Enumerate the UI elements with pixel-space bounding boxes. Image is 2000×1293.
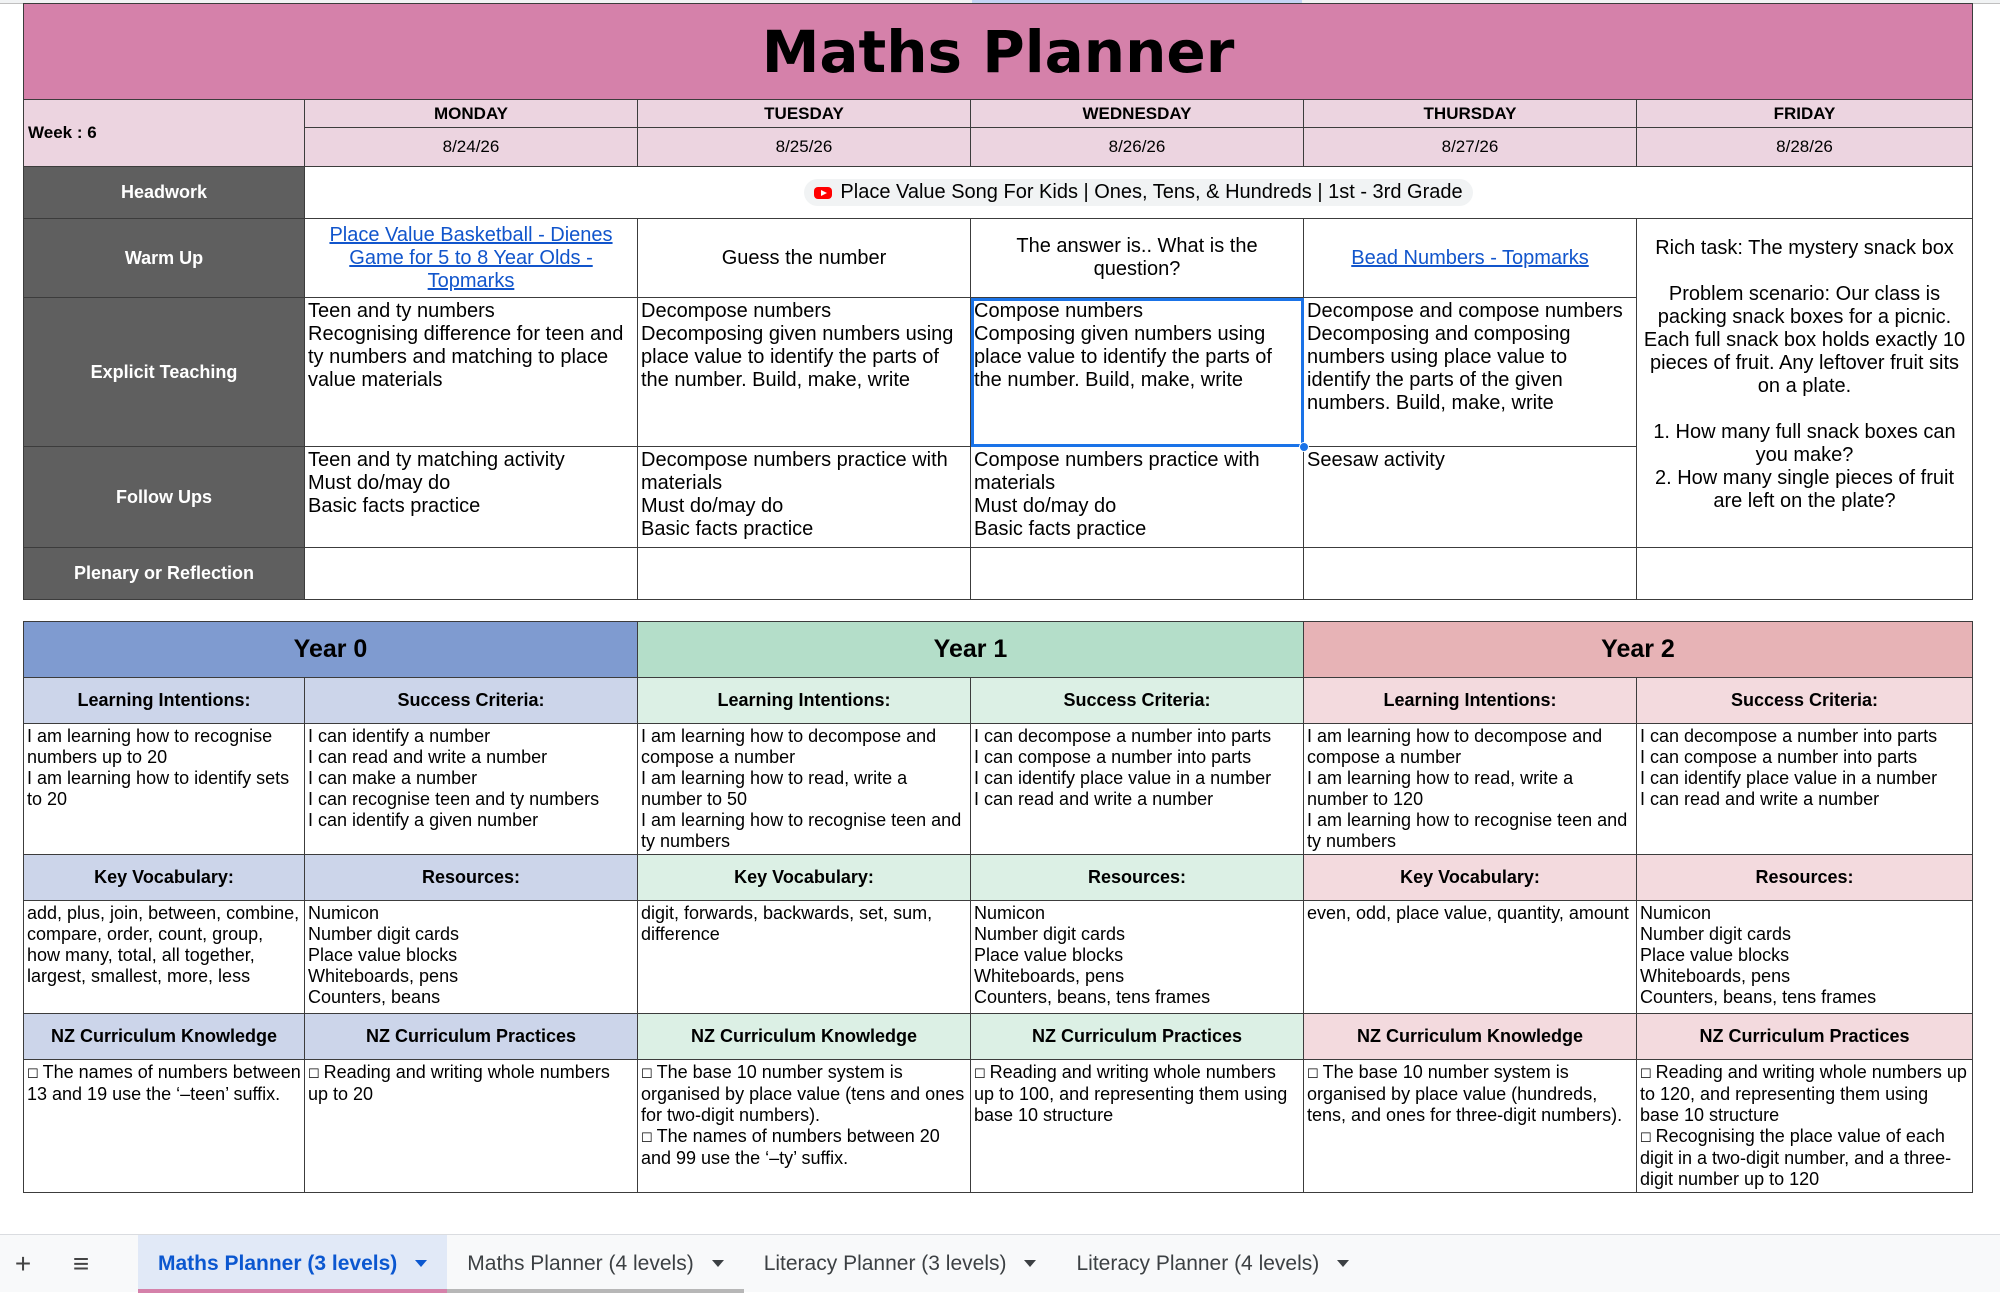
res-line: Whiteboards, pens bbox=[974, 966, 1125, 986]
res-line: Counters, beans bbox=[308, 987, 441, 1007]
li-line: I am learning how to recognise numbers up to 20 bbox=[27, 726, 273, 767]
follow-tuesday-line: Must do/may do bbox=[641, 495, 784, 517]
year-1-header[interactable]: Year 1 bbox=[638, 622, 1304, 678]
selection-fill-handle[interactable] bbox=[1299, 442, 1309, 452]
year-0-key-vocabulary[interactable]: add, plus, join, between, combine, compare, order, count, group, how many, total, all together, largest, smallest, more, less bbox=[24, 901, 305, 1014]
hamburger-menu-icon: ≡ bbox=[72, 1247, 90, 1279]
warm-up-monday-link[interactable]: Place Value Basketball - Dienes Game for 5 to 8 Year Olds - Topmarks bbox=[329, 223, 613, 292]
year-2-li-label[interactable]: Learning Intentions: bbox=[1304, 678, 1637, 724]
tab-label: Literacy Planner (3 levels) bbox=[763, 1251, 1007, 1275]
day-header-friday[interactable]: FRIDAY bbox=[1637, 100, 1973, 128]
year-1-nzp-label[interactable]: NZ Curriculum Practices bbox=[971, 1014, 1304, 1060]
day-header-wednesday[interactable]: WEDNESDAY bbox=[971, 100, 1304, 128]
year-0-res-label[interactable]: Resources: bbox=[305, 855, 638, 901]
follow-tuesday-line: Decompose numbers practice with materials bbox=[641, 449, 948, 494]
li-line: I am learning how to decompose and compose a number bbox=[641, 726, 937, 767]
friday-task-q1: 1. How many full snack boxes can you make? bbox=[1653, 421, 1956, 466]
explicit-thursday-line: Decompose and compose numbers bbox=[1307, 300, 1623, 322]
year-1-resources[interactable] bbox=[971, 901, 1304, 1014]
year-1-sc-label[interactable]: Success Criteria: bbox=[971, 678, 1304, 724]
checkbox-icon: ☐ bbox=[974, 1066, 986, 1081]
row-label-warm-up[interactable]: Warm Up bbox=[24, 219, 305, 298]
explicit-wednesday-line: Composing given numbers using place value to identify the parts of the number. Build, make, write bbox=[974, 323, 1272, 391]
year-0-learning-intentions[interactable] bbox=[24, 724, 305, 855]
warm-up-thursday[interactable] bbox=[1304, 219, 1637, 298]
res-line: Numicon bbox=[1640, 903, 1712, 923]
sc-line: I can identify place value in a number bbox=[974, 768, 1272, 788]
year-2-resources[interactable] bbox=[1637, 901, 1973, 1014]
li-line: I am learning how to read, write a number to 50 bbox=[641, 768, 908, 809]
youtube-link-chip[interactable] bbox=[804, 179, 1472, 206]
year-0-li-label[interactable]: Learning Intentions: bbox=[24, 678, 305, 724]
checkbox-icon: ☐ bbox=[1640, 1130, 1652, 1145]
year-2-sc-label[interactable]: Success Criteria: bbox=[1637, 678, 1973, 724]
friday-task-title: Rich task: The mystery snack box bbox=[1655, 237, 1954, 259]
year-0-header[interactable]: Year 0 bbox=[24, 622, 638, 678]
plus-icon: + bbox=[14, 1247, 32, 1279]
all-sheets-button[interactable] bbox=[58, 1241, 104, 1287]
res-line: Place value blocks bbox=[974, 945, 1124, 965]
year-1-success-criteria[interactable] bbox=[971, 724, 1304, 855]
sc-line: I can read and write a number bbox=[1640, 789, 1880, 809]
explicit-thursday[interactable] bbox=[1304, 298, 1637, 447]
explicit-tuesday-line: Decompose numbers bbox=[641, 300, 832, 322]
res-line: Whiteboards, pens bbox=[308, 966, 459, 986]
res-line: Number digit cards bbox=[974, 924, 1126, 944]
nzp-line: ☐ Reading and writing whole numbers up to 20 bbox=[308, 1062, 610, 1104]
nzk-line: ☐ The base 10 number system is organised by place value (tens and ones for two-digit numbers). bbox=[641, 1062, 965, 1125]
tab-literacy-planner-3-levels[interactable] bbox=[744, 1235, 1057, 1293]
date-wednesday[interactable]: 8/26/26 bbox=[971, 128, 1304, 167]
plenary-wednesday[interactable] bbox=[971, 548, 1304, 600]
week-label[interactable]: Week : 6 bbox=[24, 100, 305, 167]
tab-label: Literacy Planner (4 levels) bbox=[1076, 1251, 1320, 1275]
date-thursday[interactable]: 8/27/26 bbox=[1304, 128, 1637, 167]
explicit-tuesday-line: Decomposing given numbers using place value to identify the parts of the number. Build, make, write bbox=[641, 323, 954, 391]
explicit-wednesday[interactable] bbox=[971, 298, 1304, 447]
year-1-res-label[interactable]: Resources: bbox=[971, 855, 1304, 901]
year-0-nzp-label[interactable]: NZ Curriculum Practices bbox=[305, 1014, 638, 1060]
sc-line: I can compose a number into parts bbox=[1640, 747, 1918, 767]
explicit-wednesday-line: Compose numbers bbox=[974, 300, 1143, 322]
res-line: Place value blocks bbox=[308, 945, 458, 965]
sc-line: I can make a number bbox=[308, 768, 478, 788]
year-levels-table bbox=[23, 621, 1973, 1193]
explicit-monday-line: Recognising difference for teen and ty numbers and matching to place value materials bbox=[308, 323, 624, 391]
follow-wednesday-line: Compose numbers practice with materials bbox=[974, 449, 1260, 494]
year-0-nzk-label[interactable]: NZ Curriculum Knowledge bbox=[24, 1014, 305, 1060]
day-header-tuesday[interactable]: TUESDAY bbox=[638, 100, 971, 128]
year-0-sc-label[interactable]: Success Criteria: bbox=[305, 678, 638, 724]
follow-wednesday-line: Must do/may do bbox=[974, 495, 1117, 517]
li-line: I am learning how to recognise teen and ty numbers bbox=[641, 810, 962, 851]
year-1-li-label[interactable]: Learning Intentions: bbox=[638, 678, 971, 724]
year-2-nzp-label[interactable]: NZ Curriculum Practices bbox=[1637, 1014, 1973, 1060]
warm-up-tuesday[interactable]: Guess the number bbox=[638, 219, 971, 298]
year-0-nz-practices[interactable] bbox=[305, 1060, 638, 1193]
year-2-key-vocabulary[interactable]: even, odd, place value, quantity, amount bbox=[1304, 901, 1637, 1014]
year-2-success-criteria[interactable] bbox=[1637, 724, 1973, 855]
year-0-success-criteria[interactable] bbox=[305, 724, 638, 855]
explicit-thursday-line: Decomposing and composing numbers using place value to identify the parts of the given numbers. Build, make, write bbox=[1307, 323, 1571, 414]
weekly-planner-table bbox=[23, 3, 1973, 600]
chevron-down-icon[interactable] bbox=[712, 1260, 724, 1267]
friday-rich-task[interactable] bbox=[1637, 219, 1973, 548]
warm-up-monday[interactable] bbox=[305, 219, 638, 298]
day-header-thursday[interactable]: THURSDAY bbox=[1304, 100, 1637, 128]
youtube-icon bbox=[814, 187, 832, 199]
plenary-friday[interactable] bbox=[1637, 548, 1973, 600]
year-2-nz-practices[interactable] bbox=[1637, 1060, 1973, 1193]
follow-monday-line: Must do/may do bbox=[308, 472, 451, 494]
sc-line: I can read and write a number bbox=[974, 789, 1214, 809]
res-line: Counters, beans, tens frames bbox=[1640, 987, 1877, 1007]
day-header-monday[interactable]: MONDAY bbox=[305, 100, 638, 128]
chevron-down-icon[interactable] bbox=[415, 1260, 427, 1267]
warm-up-wednesday[interactable]: The answer is.. What is the question? bbox=[971, 219, 1304, 298]
warm-up-thursday-link[interactable]: Bead Numbers - Topmarks bbox=[1351, 246, 1589, 269]
checkbox-icon: ☐ bbox=[1640, 1066, 1652, 1081]
youtube-link-title: Place Value Song For Kids | Ones, Tens, & Hundreds | 1st - 3rd Grade bbox=[840, 181, 1463, 203]
sc-line: I can compose a number into parts bbox=[974, 747, 1252, 767]
headwork-cell[interactable] bbox=[305, 167, 1973, 219]
row-label-plenary[interactable]: Plenary or Reflection bbox=[24, 548, 305, 600]
checkbox-icon: ☐ bbox=[1307, 1066, 1319, 1081]
sc-line: I can identify a number bbox=[308, 726, 491, 746]
tab-literacy-planner-4-levels[interactable] bbox=[1056, 1235, 1369, 1293]
sc-line: I can decompose a number into parts bbox=[1640, 726, 1938, 746]
sc-line: I can recognise teen and ty numbers bbox=[308, 789, 600, 809]
plenary-tuesday[interactable] bbox=[638, 548, 971, 600]
year-1-kv-label[interactable]: Key Vocabulary: bbox=[638, 855, 971, 901]
year-0-resources[interactable] bbox=[305, 901, 638, 1014]
tab-label: Maths Planner (4 levels) bbox=[467, 1251, 694, 1275]
year-1-nz-practices[interactable] bbox=[971, 1060, 1304, 1193]
explicit-monday[interactable] bbox=[305, 298, 638, 447]
follow-tuesday[interactable] bbox=[638, 447, 971, 548]
follow-tuesday-line: Basic facts practice bbox=[641, 518, 814, 540]
checkbox-icon: ☐ bbox=[27, 1066, 39, 1081]
follow-monday[interactable] bbox=[305, 447, 638, 548]
res-line: Number digit cards bbox=[308, 924, 460, 944]
follow-thursday[interactable] bbox=[1304, 447, 1637, 548]
chevron-down-icon[interactable] bbox=[1024, 1260, 1036, 1267]
nzp-line: ☐ Reading and writing whole numbers up to 120, and representing them using base 10 structure bbox=[1640, 1062, 1967, 1125]
year-1-nz-knowledge[interactable] bbox=[638, 1060, 971, 1193]
checkbox-icon: ☐ bbox=[641, 1066, 653, 1081]
sheet-tab-bar bbox=[0, 1234, 2000, 1292]
li-line: I am learning how to decompose and compose a number bbox=[1307, 726, 1603, 767]
year-2-nzk-label[interactable]: NZ Curriculum Knowledge bbox=[1304, 1014, 1637, 1060]
nzk-line: ☐ The names of numbers between 20 and 99 use the ‘–ty’ suffix. bbox=[641, 1126, 940, 1168]
follow-thursday-line: Seesaw activity bbox=[1307, 449, 1445, 471]
explicit-tuesday[interactable] bbox=[638, 298, 971, 447]
sc-line: I can identify a given number bbox=[308, 810, 539, 830]
sc-line: I can decompose a number into parts bbox=[974, 726, 1272, 746]
row-label-explicit-teaching[interactable]: Explicit Teaching bbox=[24, 298, 305, 447]
plenary-thursday[interactable] bbox=[1304, 548, 1637, 600]
year-2-res-label[interactable]: Resources: bbox=[1637, 855, 1973, 901]
res-line: Number digit cards bbox=[1640, 924, 1792, 944]
tab-maths-planner-3-levels[interactable] bbox=[138, 1235, 447, 1293]
follow-monday-line: Teen and ty matching activity bbox=[308, 449, 565, 471]
nzp-line: ☐ Recognising the place value of each digit in a two-digit number, and a three-digit number up to 120 bbox=[1640, 1126, 1952, 1189]
year-2-nz-knowledge[interactable] bbox=[1304, 1060, 1637, 1193]
year-0-nz-knowledge[interactable] bbox=[24, 1060, 305, 1193]
year-2-kv-label[interactable]: Key Vocabulary: bbox=[1304, 855, 1637, 901]
row-label-headwork[interactable]: Headwork bbox=[24, 167, 305, 219]
res-line: Numicon bbox=[974, 903, 1046, 923]
year-2-learning-intentions[interactable] bbox=[1304, 724, 1637, 855]
follow-monday-line: Basic facts practice bbox=[308, 495, 481, 517]
nzk-line: ☐ The base 10 number system is organised by place value (hundreds, tens, and ones for three-digit numbers). bbox=[1307, 1062, 1623, 1125]
page-title[interactable]: Maths Planner bbox=[24, 4, 1973, 100]
res-line: Whiteboards, pens bbox=[1640, 966, 1791, 986]
friday-task-scenario: Problem scenario: Our class is packing snack boxes for a picnic. Each full snack box holds exactly 10 pieces of fruit. Any leftover fruit sits on a plate. bbox=[1643, 283, 1966, 397]
year-1-nzk-label[interactable]: NZ Curriculum Knowledge bbox=[638, 1014, 971, 1060]
sc-line: I can read and write a number bbox=[308, 747, 548, 767]
friday-task-q2: 2. How many single pieces of fruit are left on the plate? bbox=[1654, 467, 1955, 512]
follow-wednesday-line: Basic facts practice bbox=[974, 518, 1147, 540]
year-1-learning-intentions[interactable] bbox=[638, 724, 971, 855]
year-1-key-vocabulary[interactable]: digit, forwards, backwards, set, sum, difference bbox=[638, 901, 971, 1014]
li-line: I am learning how to identify sets to 20 bbox=[27, 768, 290, 809]
plenary-monday[interactable] bbox=[305, 548, 638, 600]
checkbox-icon: ☐ bbox=[641, 1130, 653, 1145]
li-line: I am learning how to recognise teen and ty numbers bbox=[1307, 810, 1628, 851]
tab-label: Maths Planner (3 levels) bbox=[158, 1251, 398, 1275]
year-0-kv-label[interactable]: Key Vocabulary: bbox=[24, 855, 305, 901]
res-line: Counters, beans, tens frames bbox=[974, 987, 1211, 1007]
res-line: Place value blocks bbox=[1640, 945, 1790, 965]
row-label-follow-ups[interactable]: Follow Ups bbox=[24, 447, 305, 548]
date-friday[interactable]: 8/28/26 bbox=[1637, 128, 1973, 167]
follow-wednesday[interactable] bbox=[971, 447, 1304, 548]
nzk-line: ☐ The names of numbers between 13 and 19 use the ‘–teen’ suffix. bbox=[27, 1062, 301, 1104]
tab-maths-planner-4-levels[interactable] bbox=[447, 1235, 743, 1293]
year-2-header[interactable]: Year 2 bbox=[1304, 622, 1973, 678]
date-monday[interactable]: 8/24/26 bbox=[305, 128, 638, 167]
li-line: I am learning how to read, write a number to 120 bbox=[1307, 768, 1574, 809]
sc-line: I can identify place value in a number bbox=[1640, 768, 1938, 788]
chevron-down-icon[interactable] bbox=[1337, 1260, 1349, 1267]
nzp-line: ☐ Reading and writing whole numbers up to 100, and representing them using base 10 structure bbox=[974, 1062, 1288, 1125]
res-line: Numicon bbox=[308, 903, 380, 923]
date-tuesday[interactable]: 8/25/26 bbox=[638, 128, 971, 167]
checkbox-icon: ☐ bbox=[308, 1066, 320, 1081]
explicit-monday-line: Teen and ty numbers bbox=[308, 300, 495, 322]
add-sheet-button[interactable] bbox=[0, 1241, 46, 1287]
